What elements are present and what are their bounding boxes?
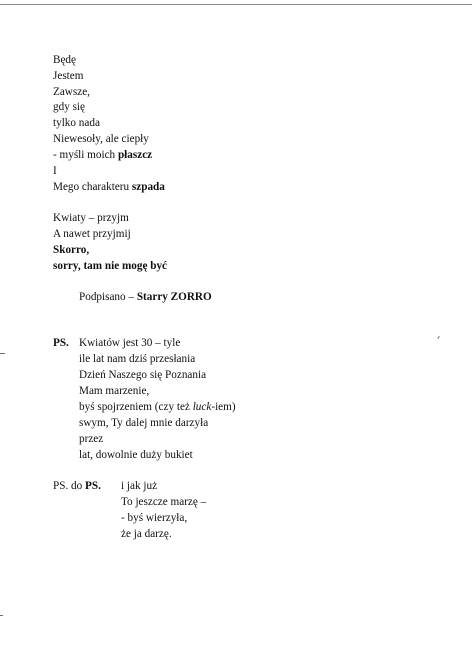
ps-do-ps-label-prefix: PS. do — [53, 480, 86, 492]
poem-line-skorro: Skorro, — [53, 244, 90, 256]
ps-do-ps-label — [53, 481, 101, 492]
scan-edge-line — [0, 4, 472, 5]
poem-line-11: A nawet przyjmij — [53, 228, 131, 240]
ps-do-ps-line-4: że ja darzę. — [121, 528, 172, 540]
poem-line-5: tylko nada — [53, 117, 100, 129]
signature-prefix: Podpisano – — [79, 291, 137, 303]
ps-line-6: swym, Ty dalej mnie darzyła — [79, 417, 209, 429]
poem-line-7 — [53, 150, 152, 161]
poem-line-9 — [53, 182, 165, 193]
ps-line-5-prefix: byś spojrzeniem (czy też — [79, 401, 193, 413]
signature-name: Starry ZORRO — [136, 291, 212, 303]
ps-line-3: Dzień Naszego się Poznania — [79, 369, 207, 381]
scan-mark-left — [0, 353, 5, 354]
ps-line-4: Mam marzenie, — [79, 385, 150, 397]
poem-line-6: Niewesoły, ale ciepły — [53, 133, 149, 145]
poem-line-3: Zawsze, — [53, 86, 90, 98]
poem-line-10: Kwiaty – przyjm — [53, 212, 129, 224]
poem-line-7-bold: płaszcz — [117, 149, 153, 161]
ps-line-1: Kwiatów jest 30 – tyle — [79, 337, 181, 349]
poem-line-13-text: sorry, tam nie mogę być — [53, 260, 168, 272]
ps-label: PS. — [53, 337, 69, 349]
ps-line-2: ile lat nam dziś przesłania — [79, 353, 196, 365]
poem-line-2: Jestem — [53, 70, 84, 82]
ps-do-ps-line-2: To jeszcze marzę – — [121, 496, 207, 508]
ps-do-ps-line-3: - byś wierzyła, — [121, 512, 188, 524]
ps-do-ps-line-1: i jak już — [121, 480, 158, 492]
ps-line-5-italic: luck — [192, 401, 212, 413]
poem-line-9-bold: szpada — [131, 181, 165, 193]
poem-line-13 — [53, 261, 167, 272]
scan-mark-bottom — [0, 615, 3, 616]
poem-line-4: gdy się — [53, 101, 86, 113]
poem-line-8: I — [53, 165, 57, 177]
ps-do-ps-label-bold: PS. — [85, 480, 101, 492]
poem-line-9-text: Mego charakteru — [53, 181, 132, 193]
ps-line-7: przez — [79, 433, 104, 445]
signature-line — [79, 292, 212, 303]
poem-line-1: Będę — [53, 54, 76, 66]
ps-line-8: lat, dowolnie duży bukiet — [79, 449, 193, 461]
poem-line-7-text: - myśli moich — [53, 149, 118, 161]
ps-line-5-suffix: -iem) — [211, 401, 236, 413]
scan-mark-right — [437, 336, 440, 339]
ps-line-5 — [79, 402, 236, 413]
